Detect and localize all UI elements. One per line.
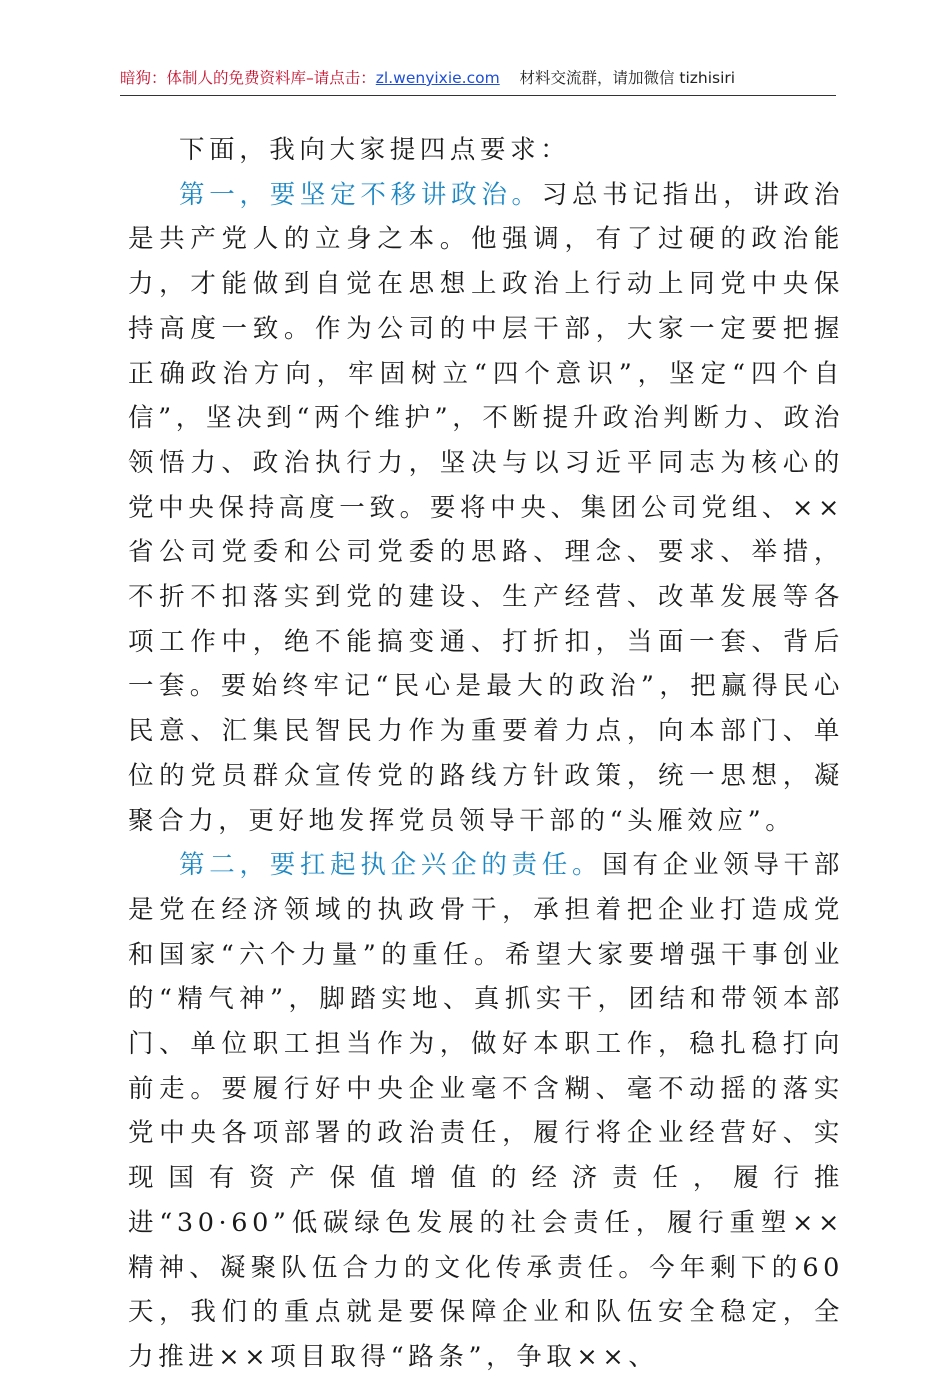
section2-paragraph — [128, 843, 844, 1379]
header-link[interactable]: zl.wenyixie.com — [375, 69, 500, 87]
section1-paragraph — [128, 173, 844, 844]
header-divider — [120, 95, 836, 96]
intro-paragraph — [128, 128, 844, 173]
section2-heading: 第二，要扛起执企兴企的责任。 — [179, 850, 603, 881]
header-contact — [500, 69, 735, 87]
section1-heading: 第一，要坚定不移讲政治。 — [179, 179, 542, 210]
intro-text: 下面，我向大家提四点要求： — [179, 135, 571, 165]
header-contact-text: 材料交流群，请加微信 tizhisiri — [519, 69, 736, 87]
page-header — [120, 66, 836, 96]
section1-text: 习总书记指出，讲政治是共产党人的立身之本。他强调，有了过硬的政治能力，才能做到自觉在思想上政治上行动上同党中央保持高度一致。作为公司的中层干部，大家一定要把握正确政治方向，牢固树立“四个意识”，坚定“四个自信”，坚决到“两个维护”，不断提升政治判断力、政治领悟力、政治执行力，坚决与以习近平同志为核心的党中央保持高度一致。要将中央、集团公司党组、××省公司党委和公司党委的思路、理念、要求、举措，不折不扣落实到党的建设、生产经营、改革发展等各项工作中，绝不能搞变通、打折扣，当面一套、背后一套。要始终牢记“民心是最大的政治”，把赢得民心民意、汇集民智民力作为重要着力点，向本部门、单位的党员群众宣传党的路线方针政策，统一思想，凝聚合力，更好地发挥党员领导干部的“头雁效应”。 — [128, 179, 844, 836]
header-brand: 暗狗：体制人的免费资料库 — [120, 69, 307, 87]
document-body — [128, 128, 844, 1380]
header-click-prefix: –请点击： — [306, 69, 376, 87]
section2-text: 国有企业领导干部是党在经济领域的执政骨干，承担着把企业打造成党和国家“六个力量”的重任。希望大家要增强干事创业的“精气神”，脚踏实地、真抓实干，团结和带领本部门、单位职工担当作为，做好本职工作，稳扎稳打向前走。要履行好中央企业毫不含糊、毫不动摇的落实党中央各项部署的政治责任，履行将企业经营好、实现国有资产保值增值的经济责任，履行推进“30·60”低碳绿色发展的社会责任，履行重塑××精神、凝聚队伍合力的文化传承责任。今年剩下的60天，我们的重点就是要保障企业和队伍安全稳定，全力推进××项目取得“路条”，争取××、 — [128, 850, 844, 1372]
